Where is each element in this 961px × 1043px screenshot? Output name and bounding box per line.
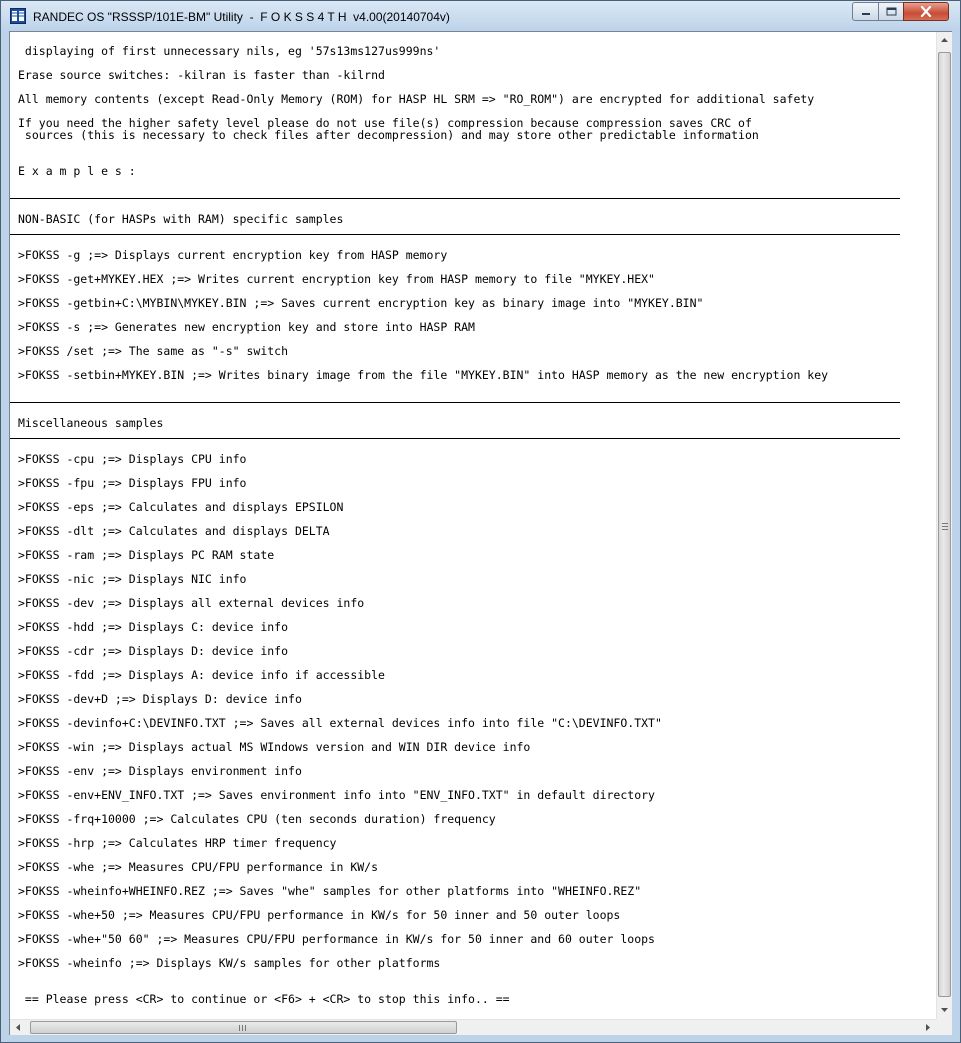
sample-line: >FOKSS /set ;=> The same as "-s" switch [18, 344, 289, 358]
sample-line: >FOKSS -fpu ;=> Displays FPU info [18, 476, 247, 490]
intro-line: displaying of first unnecessary nils, eg '57s13ms127us999ns' [18, 44, 441, 58]
scroll-down-button[interactable] [937, 1002, 952, 1017]
section-heading-nonbasic: NON-BASIC (for HASPs with RAM) specific samples [18, 212, 344, 226]
console-app-icon[interactable] [10, 8, 26, 24]
sample-line: >FOKSS -whe ;=> Measures CPU/FPU performance in KW/s [18, 860, 379, 874]
sample-line: >FOKSS -devinfo+C:\DEVINFO.TXT ;=> Saves all external devices info into file "C:\DEVINFO.TXT" [18, 716, 662, 730]
sample-line: >FOKSS -env+ENV_INFO.TXT ;=> Saves environment info into "ENV_INFO.TXT" in default directory [18, 788, 655, 802]
sample-line: >FOKSS -dev+D ;=> Displays D: device info [18, 692, 302, 706]
maximize-icon [886, 7, 897, 16]
sample-line: >FOKSS -cdr ;=> Displays D: device info [18, 644, 289, 658]
scroll-right-button[interactable] [920, 1020, 935, 1035]
sample-line: >FOKSS -dlt ;=> Calculates and displays DELTA [18, 524, 330, 538]
sample-line: >FOKSS -s ;=> Generates new encryption key and store into HASP RAM [18, 320, 475, 334]
title-bar[interactable] [1, 1, 960, 31]
vertical-scroll-thumb[interactable] [938, 52, 951, 997]
intro-line: If you need the higher safety level please do not use file(s) compression because compression saves CRC of [18, 116, 752, 130]
vertical-scrollbar[interactable] [936, 32, 952, 1019]
grip-icon [239, 1025, 246, 1031]
arrow-left-icon [16, 1024, 20, 1031]
sample-line: >FOKSS -cpu ;=> Displays CPU info [18, 452, 247, 466]
sample-line: >FOKSS -setbin+MYKEY.BIN ;=> Writes binary image from the file "MYKEY.BIN" into HASP memory as the new encryption key [18, 368, 829, 382]
sample-line: >FOKSS -eps ;=> Calculates and displays EPSILON [18, 500, 344, 514]
sample-line: >FOKSS -get+MYKEY.HEX ;=> Writes current encryption key from HASP memory to file "MYKEY.HEX" [18, 272, 655, 286]
sample-line: >FOKSS -env ;=> Displays environment info [18, 764, 302, 778]
console-client-area[interactable] [9, 31, 952, 1035]
sample-line: >FOKSS -whe+50 ;=> Measures CPU/FPU performance in KW/s for 50 inner and 50 outer loops [18, 908, 621, 922]
arrow-right-icon [926, 1024, 930, 1031]
horizontal-scroll-thumb[interactable] [30, 1021, 457, 1034]
maximize-button[interactable] [878, 2, 904, 21]
sample-line: >FOKSS -dev ;=> Displays all external devices info [18, 596, 365, 610]
section-heading-misc: Miscellaneous samples [18, 416, 164, 430]
sample-line: >FOKSS -fdd ;=> Displays A: device info if accessible [18, 668, 385, 682]
sample-line: >FOKSS -wheinfo ;=> Displays KW/s samples for other platforms [18, 956, 441, 970]
sample-line: >FOKSS -getbin+C:\MYBIN\MYKEY.BIN ;=> Saves current encryption key as binary image into "MYKEY.BIN" [18, 296, 704, 310]
sample-line: >FOKSS -ram ;=> Displays PC RAM state [18, 548, 275, 562]
sample-line: >FOKSS -hdd ;=> Displays C: device info [18, 620, 289, 634]
scroll-left-button[interactable] [10, 1020, 25, 1035]
grip-icon [942, 523, 948, 530]
close-icon [920, 6, 932, 17]
divider [10, 198, 900, 199]
divider [10, 234, 900, 235]
arrow-up-icon [941, 38, 948, 42]
intro-line: sources (this is necessary to check files after decompression) and may store other predictable information [18, 128, 759, 142]
minimize-button[interactable] [852, 2, 879, 21]
sample-line: >FOKSS -frq+10000 ;=> Calculates CPU (ten seconds duration) frequency [18, 812, 496, 826]
minimize-icon [861, 8, 871, 16]
close-button[interactable] [903, 2, 949, 21]
intro-line: All memory contents (except Read-Only Memory (ROM) for HASP HL SRM => "RO_ROM") are encrypted for additional safety [18, 92, 815, 106]
sample-line: >FOKSS -g ;=> Displays current encryption key from HASP memory [18, 248, 448, 262]
intro-line: Erase source switches: -kilran is faster than -kilrnd [18, 68, 385, 82]
sample-line: >FOKSS -nic ;=> Displays NIC info [18, 572, 247, 586]
examples-heading: E x a m p l e s : [18, 164, 136, 178]
scroll-up-button[interactable] [937, 32, 952, 47]
scrollbar-corner [936, 1019, 952, 1035]
arrow-down-icon [941, 1008, 948, 1012]
sample-line: >FOKSS -hrp ;=> Calculates HRP timer frequency [18, 836, 337, 850]
window-title: RANDEC OS "RSSSP/101E-BM" Utility - F O K S S 4 T H v4.00(20140704v) [33, 10, 450, 24]
sample-line: >FOKSS -wheinfo+WHEINFO.REZ ;=> Saves "whe" samples for other platforms into "WHEINFO.REZ" [18, 884, 642, 898]
sample-line: >FOKSS -win ;=> Displays actual MS WIndows version and WIN DIR device info [18, 740, 531, 754]
divider [10, 438, 900, 439]
divider [10, 402, 900, 403]
continue-prompt: == Please press <CR> to continue or <F6> + <CR> to stop this info.. == [18, 992, 510, 1006]
horizontal-scrollbar[interactable] [10, 1019, 936, 1035]
sample-line: >FOKSS -whe+"50 60" ;=> Measures CPU/FPU performance in KW/s for 50 inner and 60 outer loops [18, 932, 655, 946]
console-text-area[interactable] [10, 32, 936, 1019]
